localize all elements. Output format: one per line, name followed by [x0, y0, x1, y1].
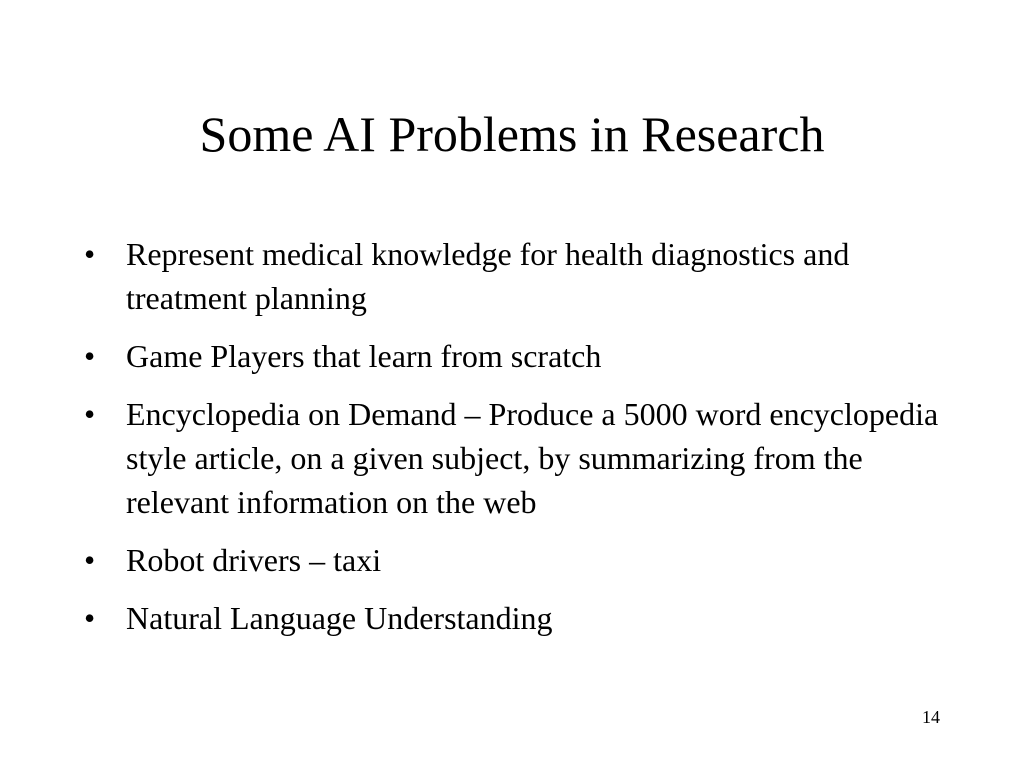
bullet-dot-icon: • — [84, 236, 96, 272]
bullet-text: Robot drivers – taxi — [126, 542, 382, 578]
bullet-text: Represent medical knowledge for health diagnostics and treatment planning — [126, 236, 850, 316]
bullet-dot-icon: • — [84, 542, 96, 578]
bullet-item — [84, 334, 954, 378]
bullet-item — [84, 596, 954, 640]
bullet-dot-icon: • — [84, 600, 96, 636]
bullet-dot-icon: • — [84, 396, 96, 432]
bullet-dot-icon: • — [84, 338, 96, 374]
bullet-text: Natural Language Understanding — [126, 600, 553, 636]
bullet-item — [84, 538, 954, 582]
bullet-text: Encyclopedia on Demand – Produce a 5000 word encyclopedia style article, on a given subject, by summarizing from the relevant information on the web — [126, 396, 939, 520]
bullet-text: Game Players that learn from scratch — [126, 338, 602, 374]
bullet-item — [84, 392, 954, 524]
bullet-list — [84, 232, 954, 654]
bullet-item — [84, 232, 954, 320]
slide-title: Some AI Problems in Research — [199, 106, 825, 162]
page-number: 14 — [922, 707, 940, 727]
